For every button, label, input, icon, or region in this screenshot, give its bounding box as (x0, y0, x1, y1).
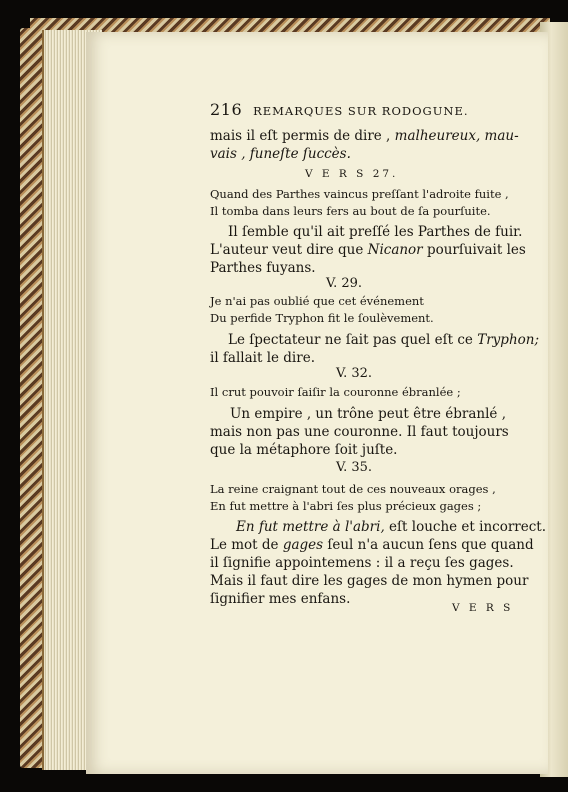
commentary-line: Le ſpectateur ne ſait pas quel eſt ce Tryphon; (228, 332, 540, 348)
page-number: 216 (210, 100, 243, 119)
commentary-line: Mais il faut dire les gages de mon hymen pour (210, 573, 529, 589)
running-header (210, 102, 469, 120)
commentary-line: Un empire , un trône peut être ébranlé , (230, 406, 506, 422)
commentary-line: que la métaphore ſoit juſte. (210, 442, 398, 458)
text-line: mais il eſt permis de dire , malheureux, mau- (210, 128, 519, 144)
commentary-line: Le mot de gages ſeul n'a aucun ſens que quand (210, 537, 534, 553)
commentary-line: ſignifier mes enfans. (210, 591, 351, 607)
quote-line: Du perfide Tryphon fit le ſoulèvement. (210, 311, 434, 325)
text-line: vais , funeſte ſuccès. (210, 146, 351, 162)
verse-heading: V E R S 27. (305, 168, 399, 180)
quote-line: En fut mettre à l'abri ſes plus précieux gages ; (210, 499, 482, 513)
verse-heading: V. 29. (326, 276, 363, 291)
commentary-line: il fallait le dire. (210, 350, 315, 366)
verse-heading: V. 35. (336, 460, 373, 475)
commentary-line: En fut mettre à l'abri, eſt louche et incorrect. (236, 519, 547, 535)
commentary-line: L'auteur veut dire que Nicanor pourſuivait les (210, 242, 526, 258)
catchword: V E R S (452, 602, 514, 614)
verse-heading: V. 32. (336, 366, 373, 381)
quote-line: La reine craignant tout de ces nouveaux orages , (210, 482, 496, 496)
commentary-line: Parthes fuyans. (210, 260, 316, 276)
book-headband (30, 18, 550, 32)
quote-line: Je n'ai pas oublié que cet événement (210, 294, 424, 308)
quote-line: Il tomba dans leurs fers au bout de ſa pourſuite. (210, 204, 491, 218)
commentary-line: Il ſemble qu'il ait preſſé les Parthes de fuir. (228, 224, 523, 240)
running-title: REMARQUES SUR RODOGUNE. (253, 104, 469, 118)
quote-line: Quand des Parthes vaincus preſſant l'adroite fuite , (210, 187, 509, 201)
commentary-line: mais non pas une couronne. Il faut toujours (210, 424, 509, 440)
commentary-line: il ſignifie appointemens : il a reçu ſes gages. (210, 555, 514, 571)
quote-line: Il crut pouvoir ſaiſir la couronne ébranlée ; (210, 385, 461, 399)
